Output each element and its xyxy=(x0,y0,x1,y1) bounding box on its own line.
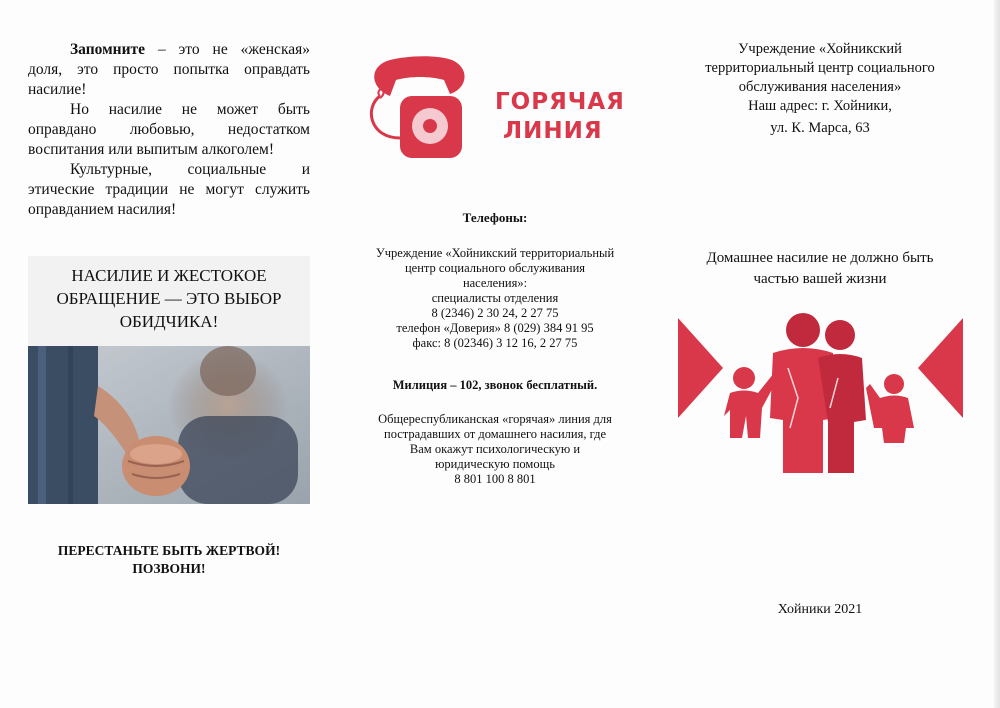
slogan-line-2: частью вашей жизни xyxy=(753,271,887,287)
violence-photo xyxy=(28,346,310,504)
national-line-1: Общереспубликанская «горячая» линия для xyxy=(378,412,612,426)
national-hotline xyxy=(345,412,645,487)
right-org-line-3: обслуживания населения» xyxy=(738,79,902,95)
family-illustration xyxy=(678,308,963,476)
phones-heading: Телефоны: xyxy=(462,210,528,225)
hotline-title-line2: ЛИНИЯ xyxy=(503,118,603,144)
org-line-3: населения»: xyxy=(462,276,528,290)
call-now: ПОЗВОНИ! xyxy=(132,561,206,576)
paragraph-remember xyxy=(28,40,310,100)
paragraph-no-justification: Но насилие не может быть оправдано любовью, недостатком воспитания или выпитым алкоголем! xyxy=(28,101,310,158)
police-number: Милиция – 102, звонок бесплатный. xyxy=(392,378,598,392)
stop-being-victim: ПЕРЕСТАНЬТЕ БЫТЬ ЖЕРТВОЙ! xyxy=(57,543,281,558)
address-line-2: ул. К. Марса, 63 xyxy=(770,120,870,136)
right-org-line-1: Учреждение «Хойникский xyxy=(738,41,902,57)
remember-bold: Запомните xyxy=(70,41,146,58)
organization-contacts xyxy=(345,246,645,351)
scan-edge xyxy=(994,0,1000,708)
warning-text xyxy=(28,40,310,220)
national-line-3: Вам окажут психологическую и xyxy=(409,442,581,456)
national-line-2: пострадавших от домашнего насилия, где xyxy=(384,427,606,441)
hotline-logo xyxy=(360,48,640,168)
address-line-1: Наш адрес: г. Хойники, xyxy=(748,98,892,114)
abuser-choice-quote: НАСИЛИЕ И ЖЕСТОКОЕ ОБРАЩЕНИЕ — ЭТО ВЫБОР ОБИДЧИКА! xyxy=(28,256,310,346)
trust-phone: телефон «Доверия» 8 (029) 384 91 95 xyxy=(396,321,594,335)
telephone-icon xyxy=(360,48,470,168)
specialists-label: специалисты отделения xyxy=(431,291,559,305)
middle-panel xyxy=(345,0,645,708)
family-icon xyxy=(678,308,963,476)
call-to-action xyxy=(28,542,310,578)
left-panel xyxy=(28,0,310,708)
footer-city-year: Хойники 2021 xyxy=(777,602,863,617)
fist-photo-illustration xyxy=(28,346,310,504)
slogan xyxy=(675,248,965,290)
right-org-line-2: территориальный центр социального xyxy=(705,60,935,76)
fax-numbers: факс: 8 (02346) 3 12 16, 2 27 75 xyxy=(412,336,578,350)
specialists-phones: 8 (2346) 2 30 24, 2 27 75 xyxy=(431,306,559,320)
paragraph-traditions: Культурные, социальные и этические традиции не могут служить оправданием насилия! xyxy=(28,161,310,218)
remember-rest: – это не «женская» доля, это просто попытка оправдать насилие! xyxy=(28,41,310,98)
hotline-title-line1: ГОРЯЧАЯ xyxy=(495,89,625,115)
hotline-title xyxy=(495,88,625,146)
national-phone: 8 801 100 8 801 xyxy=(454,472,536,486)
org-line-1: Учреждение «Хойникский территориальный xyxy=(375,246,615,260)
slogan-line-1: Домашнее насилие не должно быть xyxy=(706,250,934,266)
org-line-2: центр социального обслуживания xyxy=(404,261,586,275)
right-panel xyxy=(675,0,965,708)
national-line-4: юридическую помощь xyxy=(435,457,555,471)
organization-header xyxy=(675,40,965,138)
